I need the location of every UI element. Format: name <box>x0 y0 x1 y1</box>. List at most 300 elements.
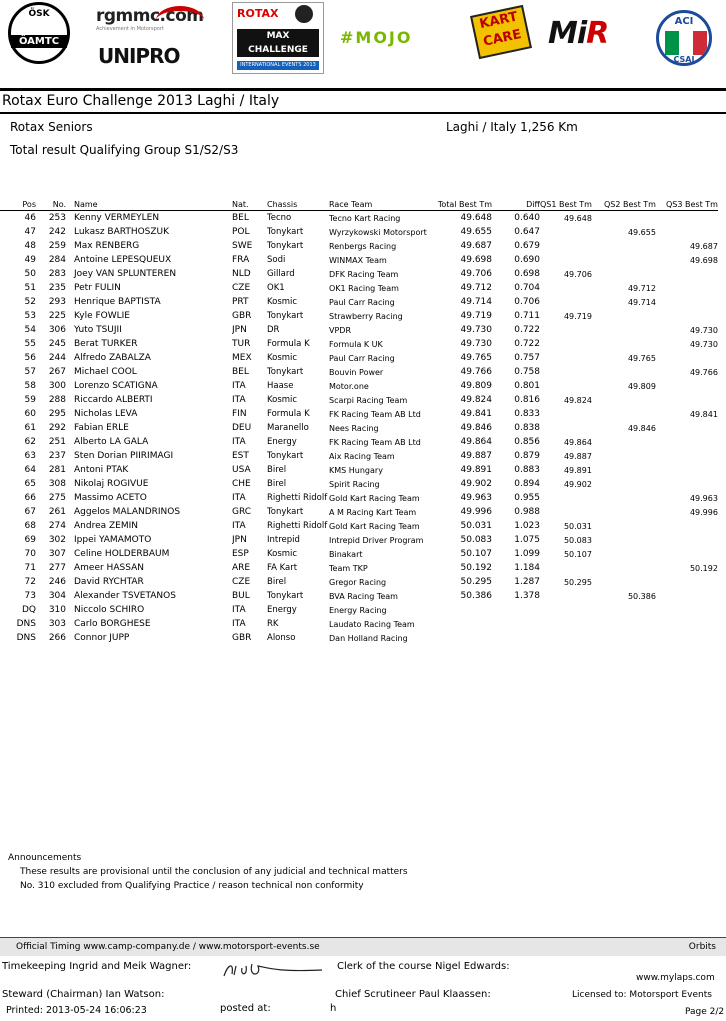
race-team-cell: Nees Racing <box>329 423 379 433</box>
chassis-cell: Righetti Ridolf <box>267 521 328 531</box>
total-best-cell: 49.698 <box>460 255 492 265</box>
announcement-line: No. 310 excluded from Qualifying Practice / reason technical non conformity <box>20 881 364 891</box>
qs1-cell <box>540 379 592 393</box>
table-row <box>0 323 718 337</box>
table-row <box>0 351 718 365</box>
diff-cell: 0.856 <box>514 437 540 447</box>
chassis-cell: Haase <box>267 381 294 391</box>
race-team-cell: Aix Racing Team <box>329 451 395 461</box>
chassis-cell: FA Kart <box>267 563 298 573</box>
total-best-cell: 49.996 <box>460 507 492 517</box>
qs2-cell <box>592 547 656 561</box>
table-row <box>0 519 718 533</box>
qs3-cell <box>656 267 718 281</box>
qs3-cell <box>656 533 718 547</box>
pos-cell: 49 <box>24 255 36 265</box>
table-row <box>0 449 718 463</box>
clerk-label: Clerk of the course Nigel Edwards: <box>337 961 510 972</box>
qs2-cell <box>592 631 656 645</box>
qs1-cell: 50.083 <box>563 535 592 545</box>
qs2-cell <box>592 435 656 449</box>
results-table <box>0 198 718 645</box>
chassis-cell: Kosmic <box>267 395 298 405</box>
chassis-cell: RK <box>267 619 279 629</box>
pos-cell: 72 <box>24 577 36 587</box>
chassis-cell: Tonykart <box>267 591 304 601</box>
pos-cell: 69 <box>24 535 36 545</box>
number-cell: 303 <box>48 619 66 629</box>
total-best-cell: 49.887 <box>460 451 492 461</box>
total-best-cell <box>434 617 492 631</box>
number-cell: 267 <box>48 367 66 377</box>
total-best-cell: 49.687 <box>460 241 492 251</box>
col-race-team: Race Team <box>329 199 373 209</box>
driver-name-cell: Alfredo ZABALZA <box>74 353 151 363</box>
qs1-cell <box>540 239 592 253</box>
race-team-cell: OK1 Racing Team <box>329 283 399 293</box>
page-number: Page 2/2 <box>685 1007 725 1017</box>
driver-name-cell: Sten Dorian PIIRIMAGI <box>74 451 174 461</box>
nationality-cell: TUR <box>232 339 251 349</box>
qs3-cell: 50.192 <box>689 563 718 573</box>
number-cell: 275 <box>48 493 66 503</box>
nationality-cell: BEL <box>232 213 249 223</box>
diff-cell: 0.706 <box>514 297 540 307</box>
pos-cell: 67 <box>24 507 36 517</box>
driver-name-cell: Michael COOL <box>74 367 137 377</box>
driver-name-cell: Kyle FOWLIE <box>74 311 130 321</box>
chassis-cell: DR <box>267 325 280 335</box>
nationality-cell: PRT <box>232 297 249 307</box>
qs3-cell <box>656 575 718 589</box>
nationality-cell: ITA <box>232 395 246 405</box>
number-cell: 237 <box>48 451 66 461</box>
race-team-cell: Spirit Racing <box>329 479 380 489</box>
chassis-cell: OK1 <box>267 283 285 293</box>
number-cell: 304 <box>48 591 66 601</box>
race-team-cell: DFK Racing Team <box>329 269 399 279</box>
qs2-cell <box>592 533 656 547</box>
race-team-cell: FK Racing Team AB Ltd <box>329 437 421 447</box>
qs3-cell: 49.730 <box>689 325 718 335</box>
qs3-cell <box>656 603 718 617</box>
table-row <box>0 533 718 547</box>
osk-oamtc-logo: ÖSK ÖAMTC <box>8 2 70 64</box>
race-team-cell: A M Racing Kart Team <box>329 507 417 517</box>
table-row <box>0 491 718 505</box>
qs3-cell <box>656 589 718 603</box>
total-best-cell: 49.655 <box>460 227 492 237</box>
class-name: Rotax Seniors <box>10 120 93 134</box>
nationality-cell: FIN <box>232 409 247 419</box>
pos-cell: 60 <box>24 409 36 419</box>
chassis-cell: Righetti Ridolf <box>267 493 328 503</box>
mylaps-url: www.mylaps.com <box>636 973 715 983</box>
total-best-cell: 49.824 <box>460 395 492 405</box>
nationality-cell: USA <box>232 465 251 475</box>
qs1-cell <box>540 253 592 267</box>
number-cell: 235 <box>48 283 66 293</box>
qs3-cell <box>656 617 718 631</box>
driver-name-cell: Nicholas LEVA <box>74 409 138 419</box>
chassis-cell: Kosmic <box>267 353 298 363</box>
chassis-cell: Formula K <box>267 339 310 349</box>
race-team-cell: BVA Racing Team <box>329 591 398 601</box>
track-location: Laghi / Italy 1,256 Km <box>446 120 578 134</box>
race-team-cell: Dan Holland Racing <box>329 633 408 643</box>
chassis-cell: Tonykart <box>267 241 304 251</box>
qs2-cell <box>592 603 656 617</box>
driver-name-cell: Riccardo ALBERTI <box>74 395 153 405</box>
number-cell: 261 <box>48 507 66 517</box>
qs3-cell <box>656 351 718 365</box>
qs2-cell: 49.809 <box>627 381 656 391</box>
diff-cell: 0.955 <box>514 493 540 503</box>
diff-cell: 1.023 <box>514 521 540 531</box>
mojo-logo: #MOJO <box>340 28 413 47</box>
pos-cell: 62 <box>24 437 36 447</box>
table-row <box>0 365 718 379</box>
number-cell: 310 <box>48 605 66 615</box>
total-best-cell: 49.765 <box>460 353 492 363</box>
race-team-cell: Motor.one <box>329 381 369 391</box>
qs1-cell <box>540 351 592 365</box>
diff-cell: 0.698 <box>514 269 540 279</box>
qs2-cell <box>592 337 656 351</box>
total-best-cell <box>434 603 492 617</box>
orbits-label: Orbits <box>688 942 716 952</box>
qs1-cell: 49.706 <box>563 269 592 279</box>
number-cell: 302 <box>48 535 66 545</box>
qs1-cell: 49.864 <box>563 437 592 447</box>
race-team-cell: Paul Carr Racing <box>329 353 395 363</box>
qs2-cell <box>592 505 656 519</box>
qs3-cell: 49.996 <box>689 507 718 517</box>
table-row <box>0 617 718 631</box>
driver-name-cell: Joey VAN SPLUNTEREN <box>74 269 177 279</box>
col-no: No. <box>52 199 66 209</box>
diff-cell: 0.988 <box>514 507 540 517</box>
race-team-cell: Bouvin Power <box>329 367 384 377</box>
pos-cell: 52 <box>24 297 36 307</box>
driver-name-cell: Yuto TSUJII <box>74 325 122 335</box>
pos-cell: 58 <box>24 381 36 391</box>
driver-name-cell: Ameer HASSAN <box>74 563 144 573</box>
announcements <box>8 851 408 893</box>
driver-name-cell: Lukasz BARTHOSZUK <box>74 227 170 237</box>
chassis-cell: Birel <box>267 479 287 489</box>
total-best-cell: 49.648 <box>460 213 492 223</box>
total-best-cell: 49.706 <box>460 269 492 279</box>
qs2-cell <box>592 393 656 407</box>
licensed-to: Licensed to: Motorsport Events <box>572 990 712 1000</box>
pos-cell: DNS <box>16 619 36 629</box>
qs2-cell <box>592 561 656 575</box>
nationality-cell: CHE <box>232 479 251 489</box>
diff-cell <box>492 603 540 617</box>
qs2-cell: 49.712 <box>627 283 656 293</box>
diff-cell: 1.075 <box>514 535 540 545</box>
race-team-cell: KMS Hungary <box>329 465 383 475</box>
timekeeping-label: Timekeeping Ingrid and Meik Wagner: <box>2 961 192 972</box>
number-cell: 308 <box>48 479 66 489</box>
qs3-cell <box>656 435 718 449</box>
race-team-cell: Binakart <box>329 549 363 559</box>
table-row <box>0 435 718 449</box>
number-cell: 295 <box>48 409 66 419</box>
total-best-cell <box>434 631 492 645</box>
event-title: Rotax Euro Challenge 2013 Laghi / Italy <box>2 93 280 109</box>
table-row <box>0 225 718 239</box>
table-row <box>0 463 718 477</box>
chassis-cell: Tecno <box>267 213 292 223</box>
pos-cell: 71 <box>24 563 36 573</box>
posted-hour-label: h <box>330 1003 337 1014</box>
chassis-cell: Intrepid <box>267 535 300 545</box>
qs3-cell: 49.730 <box>689 339 718 349</box>
col-qs3: QS3 Best Tm <box>666 199 718 209</box>
printed-timestamp: Printed: 2013-05-24 16:06:23 <box>6 1005 147 1016</box>
diff-cell: 1.378 <box>514 591 540 601</box>
qs1-cell <box>540 421 592 435</box>
total-best-cell: 49.719 <box>460 311 492 321</box>
number-cell: 283 <box>48 269 66 279</box>
qs2-cell <box>592 575 656 589</box>
pos-cell: 51 <box>24 283 36 293</box>
qs1-cell: 49.891 <box>563 465 592 475</box>
chassis-cell: Tonykart <box>267 311 304 321</box>
qs2-cell: 49.846 <box>627 423 656 433</box>
driver-name-cell: Alexander TSVETANOS <box>74 591 176 601</box>
race-team-cell: Paul Carr Racing <box>329 297 395 307</box>
pos-cell: 68 <box>24 521 36 531</box>
driver-name-cell: Carlo BORGHESE <box>74 619 151 629</box>
qs3-cell <box>656 631 718 645</box>
pos-cell: 73 <box>24 591 36 601</box>
pos-cell: 61 <box>24 423 36 433</box>
diff-cell: 0.758 <box>514 367 540 377</box>
driver-name-cell: Andrea ZEMIN <box>74 521 138 531</box>
chassis-cell: Energy <box>267 605 297 615</box>
race-team-cell: Formula K UK <box>329 339 383 349</box>
qs1-cell: 49.648 <box>563 213 592 223</box>
qs3-cell <box>656 477 718 491</box>
total-best-cell: 49.902 <box>460 479 492 489</box>
qs3-cell <box>656 309 718 323</box>
qs3-cell <box>656 295 718 309</box>
number-cell: 307 <box>48 549 66 559</box>
driver-name-cell: David RYCHTAR <box>74 577 144 587</box>
diff-cell: 0.704 <box>514 283 540 293</box>
qs2-cell <box>592 617 656 631</box>
nationality-cell: NLD <box>232 269 251 279</box>
table-row <box>0 295 718 309</box>
rotax-max-challenge-logo: ROTAX MAX CHALLENGE INTERNATIONAL EVENTS 2013 <box>232 2 324 74</box>
driver-name-cell: Alberto LA GALA <box>74 437 149 447</box>
total-best-cell: 49.712 <box>460 283 492 293</box>
qs2-cell <box>592 519 656 533</box>
number-cell: 266 <box>48 633 66 643</box>
table-row <box>0 477 718 491</box>
race-team-cell: Gold Kart Racing Team <box>329 493 420 503</box>
chassis-cell: Birel <box>267 577 287 587</box>
qs2-cell <box>592 253 656 267</box>
total-best-cell: 49.809 <box>460 381 492 391</box>
qs1-cell: 50.031 <box>563 521 592 531</box>
diff-cell: 0.883 <box>514 465 540 475</box>
table-row <box>0 337 718 351</box>
diff-cell: 0.690 <box>514 255 540 265</box>
race-team-cell: WINMAX Team <box>329 255 387 265</box>
table-row <box>0 253 718 267</box>
pos-cell: 50 <box>24 269 36 279</box>
chassis-cell: Tonykart <box>267 227 304 237</box>
pos-cell: 48 <box>24 241 36 251</box>
driver-name-cell: Niccolo SCHIRO <box>74 605 145 615</box>
diff-cell: 0.640 <box>514 213 540 223</box>
table-row <box>0 603 718 617</box>
table-row <box>0 281 718 295</box>
qs1-cell: 49.824 <box>563 395 592 405</box>
pos-cell: DNS <box>16 633 36 643</box>
qs3-cell <box>656 281 718 295</box>
number-cell: 246 <box>48 577 66 587</box>
qs3-cell: 49.698 <box>689 255 718 265</box>
qs3-cell <box>656 519 718 533</box>
qs2-cell <box>592 267 656 281</box>
nationality-cell: ITA <box>232 493 246 503</box>
diff-cell: 0.722 <box>514 325 540 335</box>
qs1-cell <box>540 589 592 603</box>
qs2-cell: 50.386 <box>627 591 656 601</box>
chassis-cell: Alonso <box>267 633 296 643</box>
qs1-cell <box>540 505 592 519</box>
race-team-cell: FK Racing Team AB Ltd <box>329 409 421 419</box>
qs1-cell: 49.902 <box>563 479 592 489</box>
qs2-cell <box>592 491 656 505</box>
total-best-cell: 50.031 <box>460 521 492 531</box>
diff-cell: 1.287 <box>514 577 540 587</box>
race-team-cell: Laudato Racing Team <box>329 619 415 629</box>
pos-cell: 46 <box>24 213 36 223</box>
header-bottom-rule <box>0 112 726 114</box>
total-best-cell: 49.864 <box>460 437 492 447</box>
sponsor-logo-bar <box>0 0 726 86</box>
number-cell: 242 <box>48 227 66 237</box>
number-cell: 281 <box>48 465 66 475</box>
total-best-cell: 50.192 <box>460 563 492 573</box>
col-name: Name <box>74 199 98 209</box>
results-body <box>0 211 718 646</box>
qs3-cell <box>656 547 718 561</box>
number-cell: 300 <box>48 381 66 391</box>
number-cell: 292 <box>48 423 66 433</box>
pos-cell: 57 <box>24 367 36 377</box>
qs2-cell: 49.655 <box>627 227 656 237</box>
total-best-cell: 50.107 <box>460 549 492 559</box>
nationality-cell: JPN <box>232 325 247 335</box>
steward-label: Steward (Chairman) Ian Watson: <box>2 989 165 1000</box>
chassis-cell: Energy <box>267 437 297 447</box>
qs1-cell <box>540 295 592 309</box>
results-header-row <box>0 198 718 211</box>
qs2-cell <box>592 463 656 477</box>
nationality-cell: ITA <box>232 381 246 391</box>
race-team-cell: Team TKP <box>329 563 368 573</box>
pos-cell: 56 <box>24 353 36 363</box>
race-team-cell: Strawberry Racing <box>329 311 403 321</box>
table-row <box>0 547 718 561</box>
nationality-cell: SWE <box>232 241 253 251</box>
nationality-cell: GRC <box>232 507 252 517</box>
rgmmc-logo: rgmmc.com Achievement in Motorsport <box>96 6 208 38</box>
nationality-cell: JPN <box>232 535 247 545</box>
diff-cell: 0.801 <box>514 381 540 391</box>
qs2-cell <box>592 309 656 323</box>
qs3-cell <box>656 449 718 463</box>
nationality-cell: MEX <box>232 353 252 363</box>
qs3-cell: 49.841 <box>689 409 718 419</box>
nationality-cell: ITA <box>232 437 246 447</box>
total-best-cell: 49.730 <box>460 325 492 335</box>
qs1-cell <box>540 323 592 337</box>
driver-name-cell: Connor JUPP <box>74 633 130 643</box>
col-nat: Nat. <box>232 199 249 209</box>
diff-cell: 0.711 <box>514 311 540 321</box>
qs3-cell <box>656 421 718 435</box>
total-best-cell: 50.386 <box>460 591 492 601</box>
total-best-cell: 50.295 <box>460 577 492 587</box>
header-top-rule <box>0 88 726 91</box>
diff-cell: 0.894 <box>514 479 540 489</box>
number-cell: 293 <box>48 297 66 307</box>
pos-cell: 64 <box>24 465 36 475</box>
qs3-cell: 49.963 <box>689 493 718 503</box>
qs3-cell <box>656 225 718 239</box>
race-team-cell: Gregor Racing <box>329 577 387 587</box>
qs1-cell: 50.107 <box>563 549 592 559</box>
nationality-cell: ITA <box>232 605 246 615</box>
race-team-cell: Scarpi Racing Team <box>329 395 408 405</box>
nationality-cell: BEL <box>232 367 249 377</box>
nationality-cell: DEU <box>232 423 252 433</box>
chassis-cell: Maranello <box>267 423 309 433</box>
scrutineer-label: Chief Scrutineer Paul Klaassen: <box>335 989 491 1000</box>
pos-cell: DQ <box>21 605 36 615</box>
total-best-cell: 49.841 <box>460 409 492 419</box>
col-qs1: QS1 Best Tm <box>540 199 592 209</box>
qs1-cell: 49.887 <box>563 451 592 461</box>
race-team-cell: Energy Racing <box>329 605 387 615</box>
pos-cell: 54 <box>24 325 36 335</box>
nationality-cell: BUL <box>232 591 250 601</box>
total-best-cell: 49.714 <box>460 297 492 307</box>
total-best-cell: 49.846 <box>460 423 492 433</box>
pos-cell: 70 <box>24 549 36 559</box>
total-best-cell: 49.891 <box>460 465 492 475</box>
diff-cell: 0.879 <box>514 451 540 461</box>
table-row <box>0 631 718 645</box>
qs2-cell: 49.714 <box>627 297 656 307</box>
qs1-cell: 50.295 <box>563 577 592 587</box>
qs1-cell <box>540 225 592 239</box>
chassis-cell: Sodi <box>267 255 286 265</box>
number-cell: 259 <box>48 241 66 251</box>
posted-at-label: posted at: <box>220 1003 271 1014</box>
chassis-cell: Tonykart <box>267 507 304 517</box>
nationality-cell: POL <box>232 227 250 237</box>
qs3-cell <box>656 463 718 477</box>
